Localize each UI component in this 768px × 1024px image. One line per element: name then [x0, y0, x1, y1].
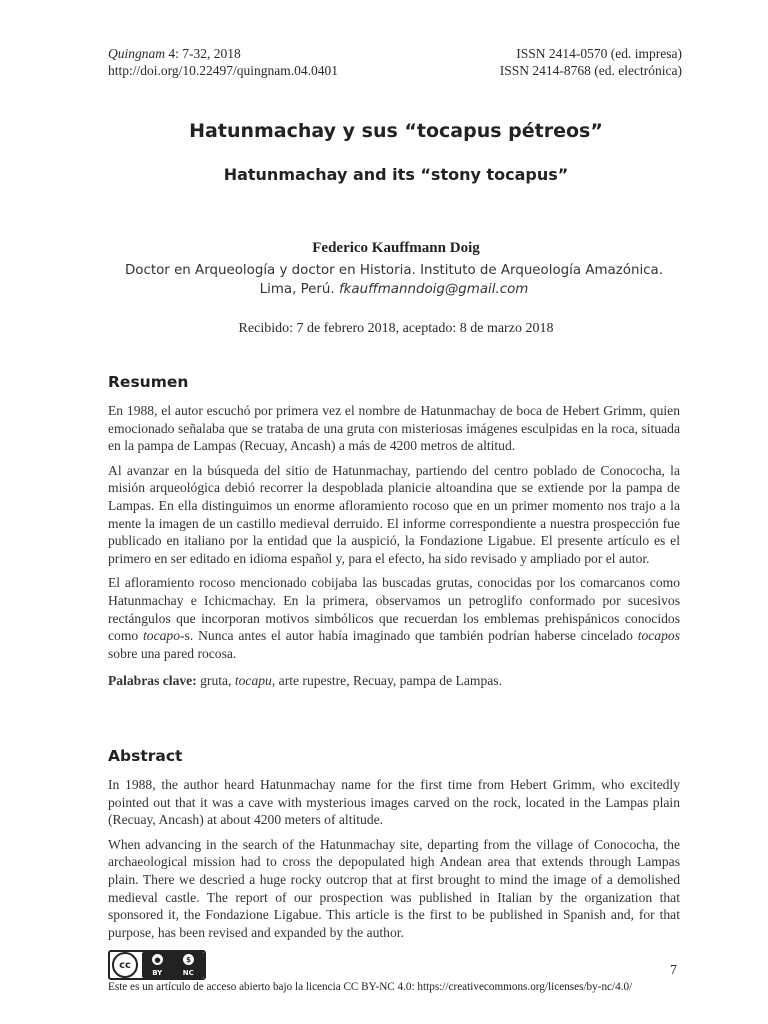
- keywords-em: tocapu: [234, 673, 272, 689]
- doi-link[interactable]: http://doi.org/10.22497/quingnam.04.0401: [108, 62, 339, 78]
- license-badges: [142, 952, 204, 978]
- article-subtitle: Hatunmachay and its “stony tocapus”: [223, 165, 569, 184]
- resumen-p3-em-1: tocapo: [143, 628, 181, 644]
- person-icon: ●: [152, 954, 163, 965]
- issn-electronic: ISSN 2414-8768 (ed. electrónica): [499, 62, 682, 78]
- author-name: Federico Kauffmann Doig: [312, 240, 480, 256]
- author-affiliation: [108, 261, 680, 299]
- noncommercial-icon: $: [183, 954, 194, 965]
- keywords-part-a: gruta,: [196, 673, 235, 689]
- license-notice[interactable]: Este es un artículo de acceso abierto bajo la licencia CC BY-NC 4.0: https://creativecommons.org/licenses/by-nc/4.0/: [108, 981, 633, 993]
- resumen-paragraph-2: Al avanzar en la búsqueda del sitio de Hatunmachay, partiendo del centro poblado de Conococha, la misión arqueológica debió recorrer la despoblada planicie altoandina que se extiende por la pampa de Lampas. En ella distinguimos un enorme afloramiento rocoso que en un primer momento nos trajo a la mente la imagen de un castillo medieval derruido. El informe correspondiente a nuestra prospección fue publicado en italiano por la entidad que la auspició, la Fondazione Ligabue. El presente artículo es el primero en ser editado en idioma español y, para el efecto, ha sido revisado y ampliado por el autor.: [108, 462, 680, 566]
- keywords-line: [108, 672, 680, 690]
- issn-block: [500, 46, 682, 79]
- received-accepted-dates: Recibido: 7 de febrero 2018, aceptado: 8 de marzo 2018: [238, 321, 554, 336]
- resumen-p3-part-a: El afloramiento rocoso mencionado cobijaba las buscadas grutas, conocidas por los comarcanos como Hatunmachay e Ichicmachay. En la primera, observamos un petroglifo conformado por sucesivos rectángulos que incorporan motivos simbólicos que recuerdan los emblemas prehispánicos conocidos como: [108, 575, 680, 644]
- by-label: BY: [152, 968, 163, 977]
- abstract-body: [108, 776, 680, 948]
- resumen-paragraph-1: En 1988, el autor escuchó por primera vez el nombre de Hatunmachay de boca de Hebert Grimm, quien emocionado señalaba que se trataba de una gruta con misteriosas imágenes esculpidas en la roca, situada en la pampa de Lampas (Recuay, Ancash) a más de 4200 metros de altitud.: [108, 403, 680, 454]
- keywords-part-b: , arte rupestre, Recuay, pampa de Lampas.: [271, 673, 502, 689]
- citation-block: [108, 46, 338, 79]
- abstract-paragraph-2: When advancing in the search of the Hatunmachay site, departing from the village of Conococha, the archaeological mission had to cross the depopulated high Andean area that extends through Lampas plain. There we descried a huge rocky outcrop that at first brought to mind the image of a demolished medieval castle. The report of our prospection was published in Italian by the organization that sponsored it, the Fondazione Ligabue. This article is the first to be published in Spanish and, for that purpose, has been revised and expanded by the author.: [108, 836, 680, 940]
- cc-icon: cc: [112, 952, 138, 978]
- journal-name: Quingnam: [108, 46, 165, 61]
- resumen-paragraph-3: [108, 574, 680, 662]
- abstract-heading: Abstract: [108, 747, 183, 765]
- affiliation-text: Doctor en Arqueología y doctor en Historia. Instituto de Arqueología Amazónica. Lima, Perú.: [125, 263, 663, 297]
- abstract-paragraph-1: In 1988, the author heard Hatunmachay name for the first time from Hebert Grimm, who excitedly pointed out that it was a cave with mysterious images carved on the rock, located in the Lampas plain (Recuay, Ancash) at about 4200 meters of altitude.: [108, 777, 680, 828]
- journal-citation: 4: 7-32, 2018: [165, 46, 241, 61]
- cc-license-logo[interactable]: [108, 950, 206, 980]
- nc-label: NC: [182, 968, 194, 977]
- resumen-p3-em-2: tocapos: [637, 628, 680, 644]
- resumen-body: [108, 402, 680, 697]
- author-email[interactable]: fkauffmanndoig@gmail.com: [338, 282, 529, 297]
- page-number: 7: [670, 963, 677, 978]
- resumen-heading: Resumen: [108, 373, 189, 391]
- article-title: Hatunmachay y sus “tocapus pétreos”: [189, 120, 603, 142]
- issn-print: ISSN 2414-0570 (ed. impresa): [516, 46, 682, 61]
- keywords-label: Palabras clave:: [108, 673, 197, 689]
- resumen-p3-part-b: -s. Nunca antes el autor había imaginado que también podrían haberse cincelado: [180, 628, 638, 644]
- resumen-p3-part-c: sobre una pared rocosa.: [108, 645, 237, 661]
